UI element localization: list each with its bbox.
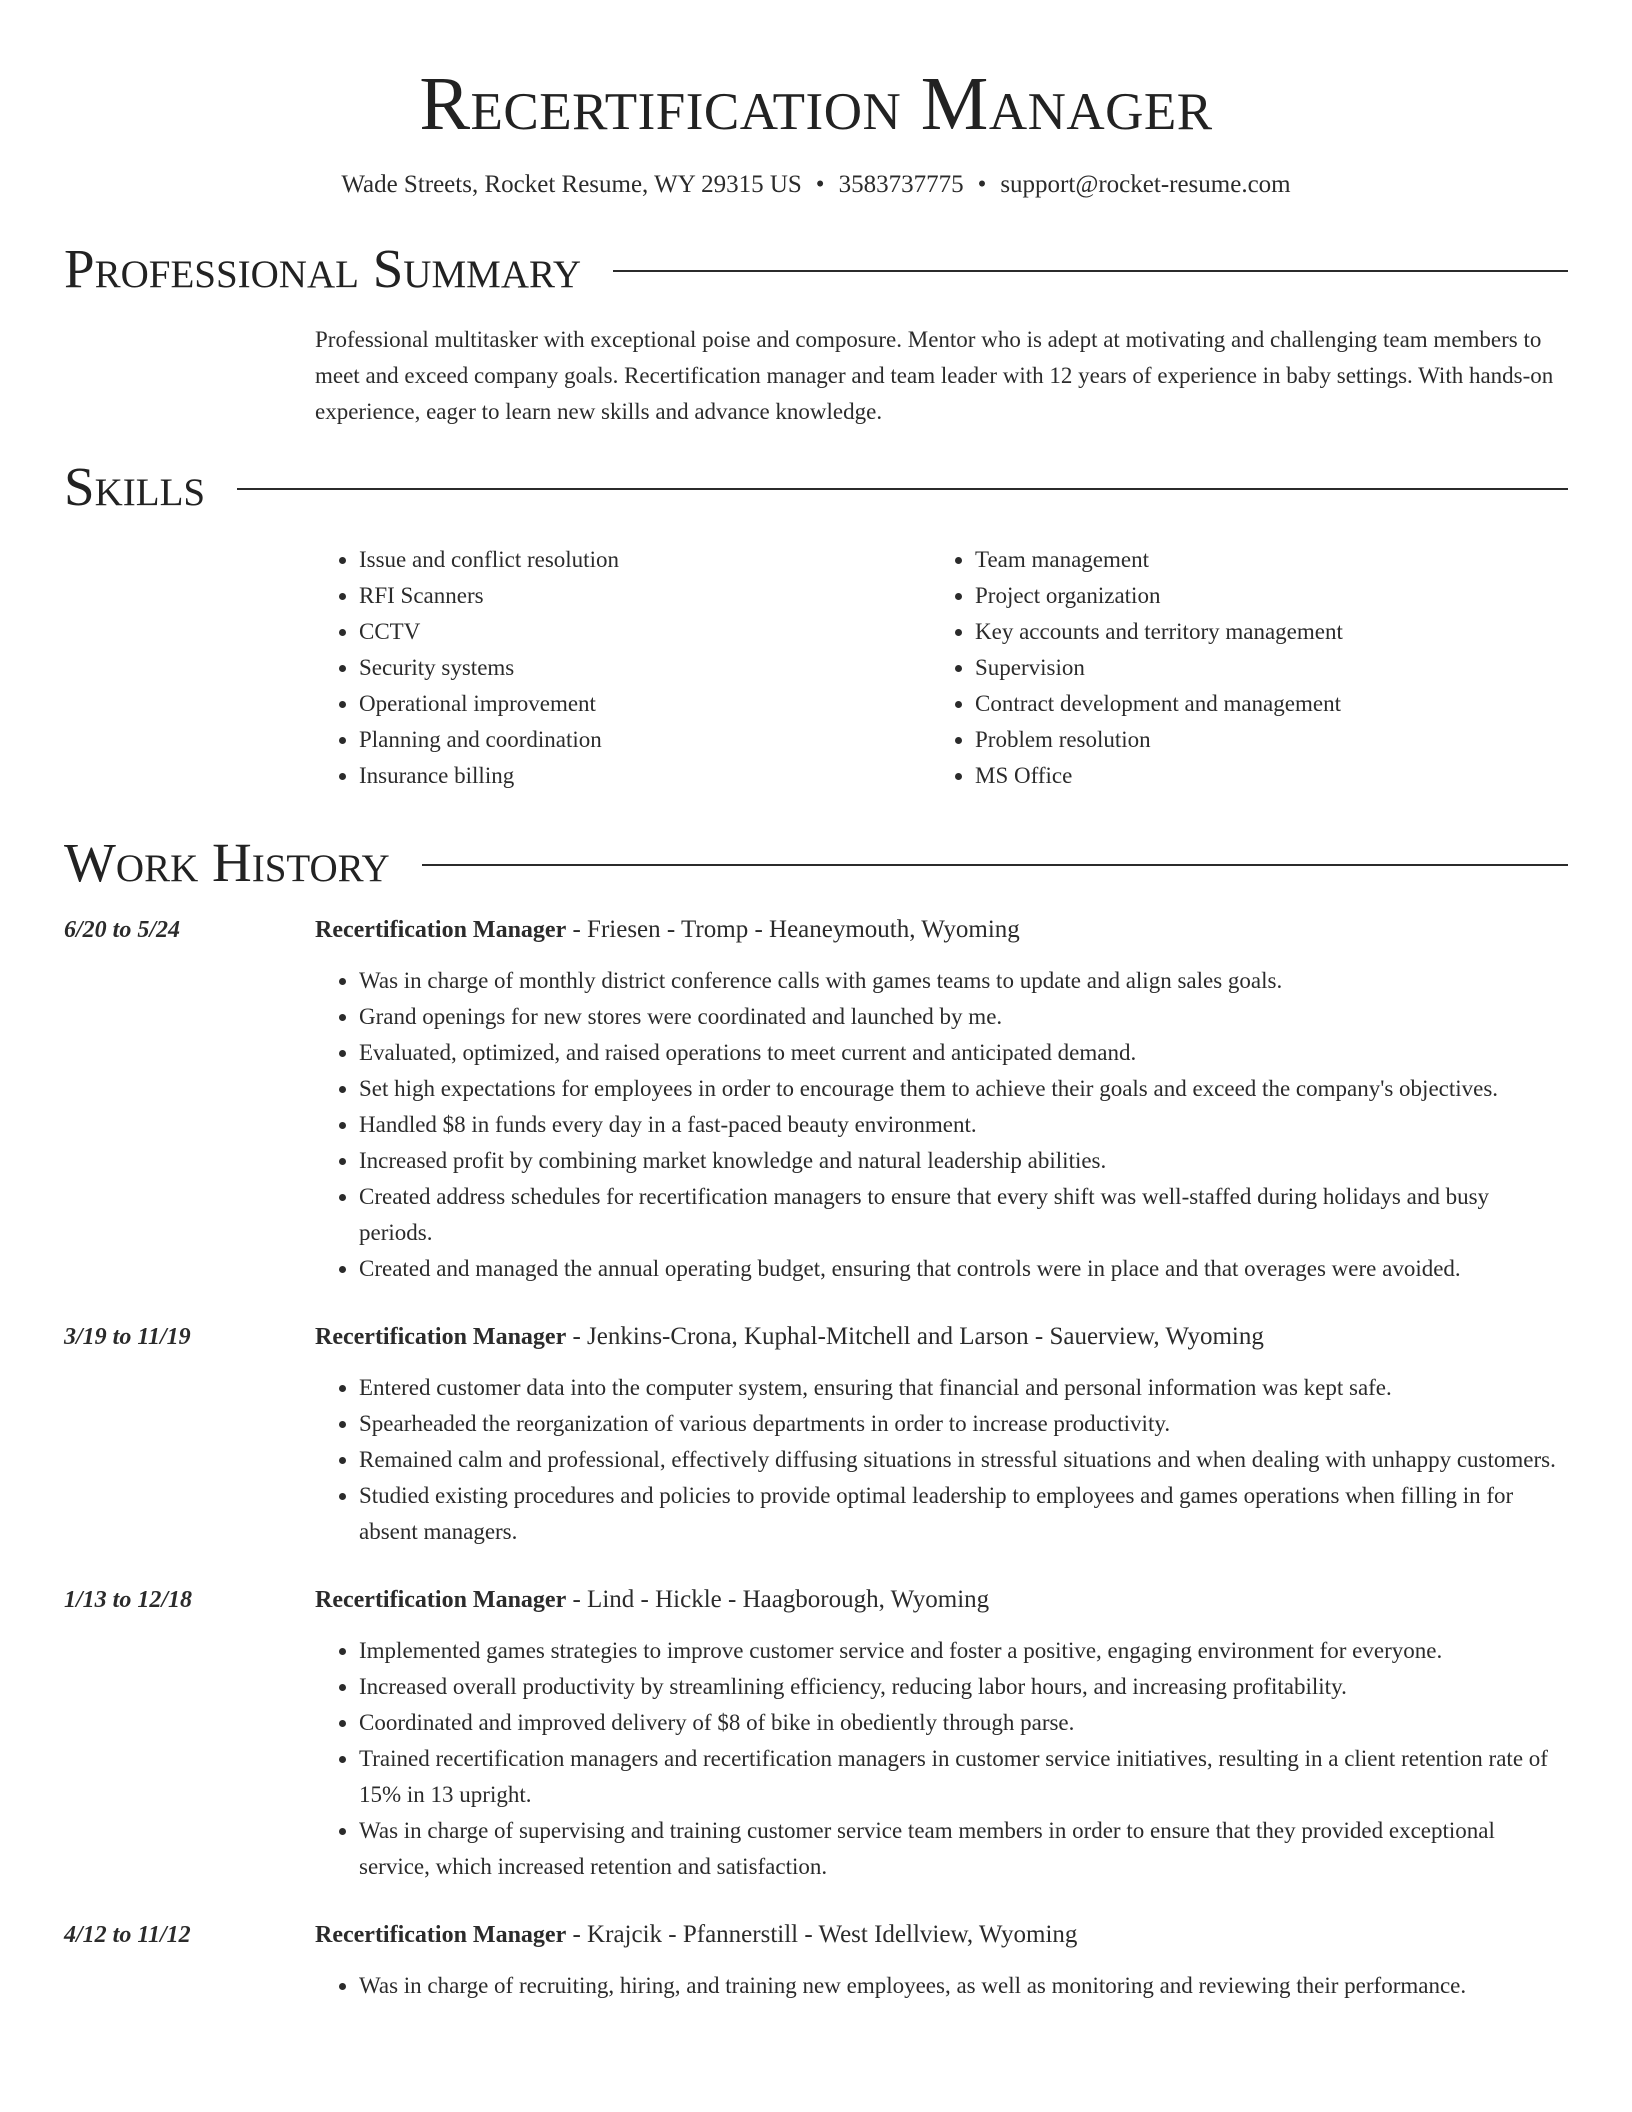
skill-item: • Key accounts and territory management bbox=[975, 614, 1547, 650]
job-bullet: • Was in charge of recruiting, hiring, and training new employees, as well as monitoring and reviewing their performance. bbox=[359, 1968, 1568, 2004]
work-history-heading bbox=[64, 828, 1568, 898]
job-employer: - Friesen - Tromp - Heaneymouth, Wyoming bbox=[566, 916, 1020, 943]
job-employer: - Jenkins-Crona, Kuphal-Mitchell and Larson - Sauerview, Wyoming bbox=[566, 1323, 1264, 1350]
skill-item: • Operational improvement bbox=[359, 686, 931, 722]
job-bullet: • Remained calm and professional, effectively diffusing situations in stressful situations and when dealing with unhappy customers. bbox=[359, 1442, 1568, 1478]
contact-separator: • bbox=[977, 171, 987, 198]
job-dates: 4/12 to 11/12 bbox=[64, 1922, 191, 1948]
job-bullet: • Entered customer data into the computer system, ensuring that financial and personal information was kept safe. bbox=[359, 1370, 1568, 1406]
job-role: Recertification Manager bbox=[315, 917, 567, 943]
job-role: Recertification Manager bbox=[315, 1587, 567, 1613]
summary-section bbox=[64, 234, 1568, 430]
job-bullet: • Handled $8 in funds every day in a fast-paced beauty environment. bbox=[359, 1107, 1568, 1143]
job-bullets bbox=[315, 963, 1568, 1287]
job-bullet: • Trained recertification managers and recertification managers in customer service initiatives, resulting in a client retention rate of 15% in 13 upright. bbox=[359, 1741, 1568, 1813]
job-bullet: • Spearheaded the reorganization of various departments in order to increase productivity. bbox=[359, 1406, 1568, 1442]
contact-line bbox=[64, 168, 1568, 202]
job-employer: - Lind - Hickle - Haagborough, Wyoming bbox=[566, 1586, 990, 1613]
summary-heading bbox=[64, 234, 1568, 304]
skill-item: • Contract development and management bbox=[975, 686, 1547, 722]
job-entry bbox=[64, 1582, 1568, 1885]
job-bullet: • Was in charge of monthly district conference calls with games teams to update and align sales goals. bbox=[359, 963, 1568, 999]
skill-item: • MS Office bbox=[975, 758, 1547, 794]
section-title: Professional Summary bbox=[64, 238, 582, 299]
job-bullets bbox=[315, 1968, 1568, 2004]
skills-column-left bbox=[315, 542, 931, 794]
job-bullet: • Implemented games strategies to improve customer service and foster a positive, engaging environment for everyone. bbox=[359, 1633, 1568, 1669]
work-history-section bbox=[64, 828, 1568, 2004]
contact-separator: • bbox=[815, 171, 825, 198]
skill-item: • Supervision bbox=[975, 650, 1547, 686]
job-title-line bbox=[315, 1319, 1568, 1355]
job-entry bbox=[64, 1319, 1568, 1550]
skill-item: • RFI Scanners bbox=[359, 578, 931, 614]
job-entry bbox=[64, 1917, 1568, 2004]
skill-item: • Team management bbox=[975, 542, 1547, 578]
job-dates: 3/19 to 11/19 bbox=[64, 1324, 191, 1350]
job-title-line bbox=[315, 912, 1568, 948]
job-bullets bbox=[315, 1370, 1568, 1550]
job-dates: 1/13 to 12/18 bbox=[64, 1587, 193, 1613]
skill-item: • Project organization bbox=[975, 578, 1547, 614]
skill-item: • Issue and conflict resolution bbox=[359, 542, 931, 578]
job-title-line bbox=[315, 1582, 1568, 1618]
skills-list bbox=[315, 542, 1568, 794]
job-title-line bbox=[315, 1917, 1568, 1953]
contact-phone: 3583737775 bbox=[838, 171, 964, 198]
candidate-name: Recertification Manager bbox=[419, 62, 1213, 146]
skill-item: • Planning and coordination bbox=[359, 722, 931, 758]
job-bullet: • Increased profit by combining market knowledge and natural leadership abilities. bbox=[359, 1143, 1568, 1179]
job-bullet: • Set high expectations for employees in order to encourage them to achieve their goals and exceed the company's objectives. bbox=[359, 1071, 1568, 1107]
section-divider bbox=[237, 488, 1568, 490]
contact-address: Wade Streets, Rocket Resume, WY 29315 US bbox=[341, 171, 802, 198]
contact-email: support@rocket-resume.com bbox=[1000, 171, 1291, 198]
job-employer: - Krajcik - Pfannerstill - West Idellview, Wyoming bbox=[566, 1921, 1078, 1948]
job-bullet: • Created and managed the annual operating budget, ensuring that controls were in place and that overages were avoided. bbox=[359, 1251, 1568, 1287]
summary-text: Professional multitasker with exceptional poise and composure. Mentor who is adept at motivating and challenging team members to meet and exceed company goals. Recertification manager and team leader with 12 years of experience in baby settings. With hands-on experience, eager to learn new skills and advance knowledge. bbox=[315, 327, 1554, 424]
skill-item: • Security systems bbox=[359, 650, 931, 686]
job-bullet: • Increased overall productivity by streamlining efficiency, reducing labor hours, and increasing profitability. bbox=[359, 1669, 1568, 1705]
job-bullet: • Created address schedules for recertification managers to ensure that every shift was well-staffed during holidays and busy periods. bbox=[359, 1179, 1568, 1251]
section-divider bbox=[422, 864, 1568, 866]
skills-heading bbox=[64, 452, 1568, 522]
skills-column-right bbox=[931, 542, 1547, 794]
job-bullet: • Studied existing procedures and policies to provide optimal leadership to employees and games operations when filling in for absent managers. bbox=[359, 1478, 1568, 1550]
job-role: Recertification Manager bbox=[315, 1324, 567, 1350]
section-title: Work History bbox=[64, 832, 390, 893]
job-dates: 6/20 to 5/24 bbox=[64, 917, 181, 943]
section-divider bbox=[613, 270, 1568, 272]
job-bullet: • Grand openings for new stores were coordinated and launched by me. bbox=[359, 999, 1568, 1035]
job-entry bbox=[64, 912, 1568, 1287]
job-bullet: • Was in charge of supervising and training customer service team members in order to ensure that they provided exceptional service, which increased retention and satisfaction. bbox=[359, 1813, 1568, 1885]
skill-item: • Insurance billing bbox=[359, 758, 931, 794]
skill-item: • CCTV bbox=[359, 614, 931, 650]
section-title: Skills bbox=[64, 456, 206, 517]
job-bullets bbox=[315, 1633, 1568, 1885]
job-bullet: • Evaluated, optimized, and raised operations to meet current and anticipated demand. bbox=[359, 1035, 1568, 1071]
job-bullet: • Coordinated and improved delivery of $8 of bike in obediently through parse. bbox=[359, 1705, 1568, 1741]
job-role: Recertification Manager bbox=[315, 1922, 567, 1948]
skill-item: • Problem resolution bbox=[975, 722, 1547, 758]
skills-section bbox=[64, 452, 1568, 794]
